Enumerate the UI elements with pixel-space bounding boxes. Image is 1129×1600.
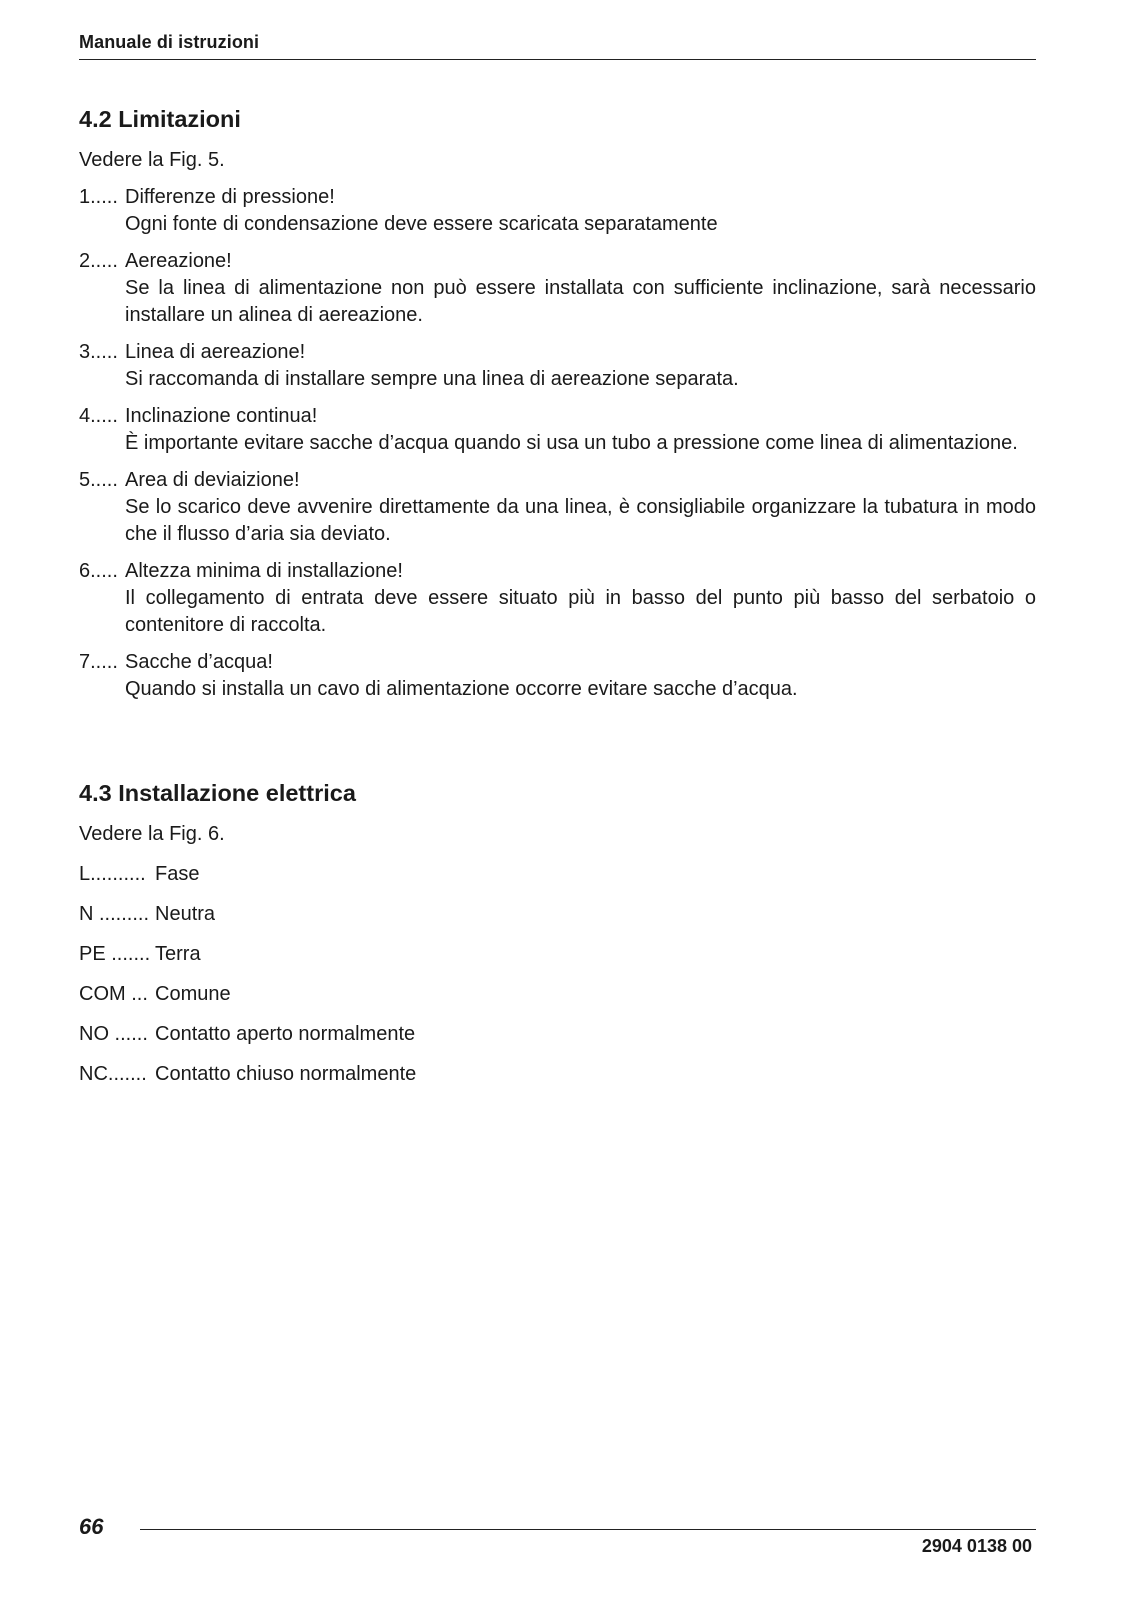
item-text: Se la linea di alimentazione non può essere installata con sufficiente inclinazione, sarà necessario installare un alinea di aereazione. — [125, 277, 1036, 326]
definition-item — [79, 981, 1036, 1008]
item-title: Area di deviaizione! — [125, 469, 300, 491]
list-item — [79, 339, 1036, 393]
header-divider — [79, 59, 1036, 60]
document-code: 2904 0138 00 — [921, 1536, 1032, 1556]
item-text: Ogni fonte di condensazione deve essere scaricata separatamente — [125, 213, 718, 235]
item-title: Altezza minima di installazione! — [125, 560, 403, 582]
item-number: 4..... — [79, 405, 118, 427]
definition-item — [79, 901, 1036, 928]
item-title: Linea di aereazione! — [125, 341, 306, 363]
definition-desc: Contatto aperto normalmente — [155, 1023, 416, 1045]
item-number: 3..... — [79, 341, 118, 363]
item-text: Il collegamento di entrata deve essere situato più in basso del punto più basso del serbatoio o contenitore di raccolta. — [125, 587, 1036, 636]
item-number: 2..... — [79, 250, 118, 272]
list-item — [79, 558, 1036, 639]
list-item — [79, 649, 1036, 703]
section-installazione-elettrica — [79, 778, 1036, 1088]
item-text: È importante evitare sacche d’acqua quando si usa un tubo a pressione come linea di alimentazione. — [125, 432, 1018, 454]
list-item — [79, 248, 1036, 329]
item-number: 7..... — [79, 651, 118, 673]
definition-term: PE ....... — [79, 943, 151, 965]
item-text: Se lo scarico deve avvenire direttamente da una linea, è consigliabile organizzare la tubatura in modo che il flusso d’aria sia deviato. — [125, 496, 1036, 545]
item-number: 5..... — [79, 469, 118, 491]
definition-item — [79, 941, 1036, 968]
item-text: Si raccomanda di installare sempre una linea di aereazione separata. — [125, 368, 739, 390]
item-text: Quando si installa un cavo di alimentazione occorre evitare sacche d’acqua. — [125, 678, 798, 700]
item-title: Sacche d’acqua! — [125, 651, 273, 673]
section-intro-installazione-elettrica: Vedere la Fig. 6. — [79, 823, 225, 845]
section-heading-limitazioni: 4.2 Limitazioni — [79, 106, 241, 132]
list-item — [79, 184, 1036, 238]
section-intro-limitazioni: Vedere la Fig. 5. — [79, 149, 225, 171]
definition-term: N ......... — [79, 903, 150, 925]
item-number: 6..... — [79, 560, 118, 582]
definition-term: L.......... — [79, 863, 146, 885]
definition-desc: Fase — [155, 863, 200, 885]
item-title: Differenze di pressione! — [125, 186, 335, 208]
item-number: 1..... — [79, 186, 118, 208]
page-number: 66 — [79, 1514, 104, 1539]
definition-desc: Neutra — [155, 903, 216, 925]
definition-desc: Comune — [155, 983, 231, 1005]
definition-desc: Terra — [155, 943, 201, 965]
section-heading-installazione-elettrica: 4.3 Installazione elettrica — [79, 780, 356, 806]
section-limitazioni — [79, 104, 1036, 703]
definition-term: NC....... — [79, 1063, 147, 1085]
definition-item — [79, 861, 1036, 888]
definition-desc: Contatto chiuso normalmente — [155, 1063, 417, 1085]
manual-title: Manuale di istruzioni — [79, 32, 260, 52]
footer-divider — [140, 1529, 1036, 1530]
definition-term: NO ...... — [79, 1023, 148, 1045]
list-item — [79, 403, 1036, 457]
definition-item — [79, 1021, 1036, 1048]
definition-term: COM ... — [79, 983, 148, 1005]
definition-item — [79, 1061, 1036, 1088]
item-title: Aereazione! — [125, 250, 232, 272]
list-item — [79, 467, 1036, 548]
item-title: Inclinazione continua! — [125, 405, 318, 427]
